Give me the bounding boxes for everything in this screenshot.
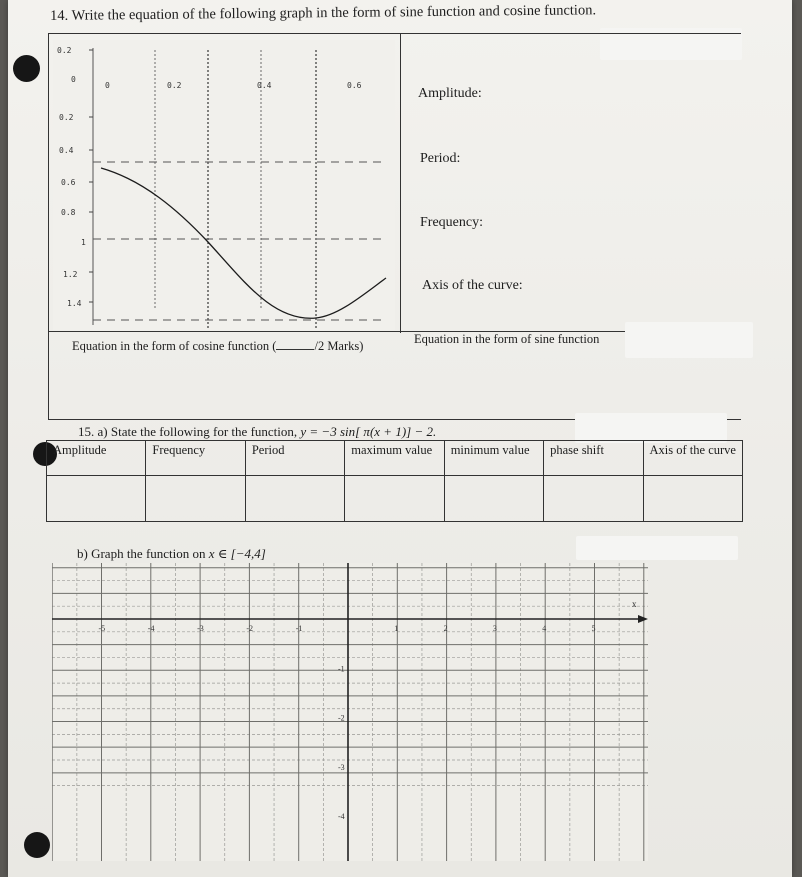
grid-x-tick-label: 4: [542, 624, 547, 633]
table-answer-cell[interactable]: [444, 476, 543, 522]
cosine-equation-label: [72, 339, 363, 354]
grid-x-tick-label: -3: [197, 624, 204, 633]
table-header-amplitude: Amplitude: [47, 441, 146, 476]
table-answer-cell[interactable]: [544, 476, 643, 522]
table-header-frequency: Frequency: [146, 441, 245, 476]
amplitude-label: Amplitude:: [418, 86, 482, 101]
marks-text: /2 Marks): [314, 339, 364, 353]
sine-equation-label: Equation in the form of sine function: [414, 332, 600, 346]
grid-x-tick-label: -5: [98, 624, 106, 633]
grid-x-tick-label: -2: [246, 624, 254, 633]
table-header-minimum: minimum value: [444, 441, 543, 476]
axis-of-curve-label: Axis of the curve:: [422, 278, 523, 293]
table-header-phase-shift: phase shift: [544, 441, 643, 476]
table-answer-cell[interactable]: [47, 476, 146, 522]
question-15b-text: b) Graph the function on: [77, 546, 206, 561]
question-15a-text: 15. a) State the following for the function,: [78, 424, 298, 439]
question-15b-domain: x ∈ [−4,4]: [208, 546, 266, 561]
question-14-prompt: 14. Write the equation of the following graph in the form of sine function and cosine function.: [50, 2, 597, 24]
table-answer-cell[interactable]: [345, 476, 444, 522]
graph-x-tick-3: 0.6: [347, 81, 362, 90]
graph-y-tick-8: 1.4: [67, 299, 82, 308]
graph-y-tick-5: 0.8: [61, 208, 76, 217]
binder-hole-top: [13, 55, 40, 82]
marks-blank: [276, 349, 314, 350]
grid-y-tick-label: -4: [338, 812, 345, 822]
binder-hole-bottom: [24, 832, 50, 858]
graph-y-tick-3: 0.4: [59, 146, 74, 155]
graph-x-tick-2: 0.4: [257, 81, 272, 90]
grid-x-tick-label: -4: [147, 624, 155, 633]
table-answer-cell[interactable]: [643, 476, 742, 522]
graph-y-tick-4: 0.6: [61, 178, 76, 187]
grid-x-tick-label: 5: [591, 624, 596, 633]
table-answer-cell[interactable]: [245, 476, 344, 522]
question-15a-function: y = −3 sin[ π(x + 1)] − 2.: [300, 424, 437, 439]
table-header-axis-of-curve: Axis of the curve: [643, 441, 742, 476]
table-answer-cell[interactable]: [146, 476, 245, 522]
graph-y-tick-7: 1.2: [63, 270, 78, 279]
graph-x-tick-0: 0: [105, 81, 110, 90]
frequency-label: Frequency:: [420, 215, 483, 230]
graph-x-tick-1: 0.2: [167, 81, 182, 90]
redaction-box: [625, 322, 753, 358]
question-15a-prompt: [78, 424, 436, 440]
redaction-box: [576, 536, 738, 560]
graph-paper-grid: [52, 563, 648, 861]
question-14-graph: [53, 40, 395, 330]
graph-y-tick-6: 1: [81, 238, 86, 247]
grid-x-tick-label: 1: [394, 624, 399, 633]
table-header-period: Period: [245, 441, 344, 476]
cosine-equation-text: Equation in the form of cosine function (: [72, 339, 277, 353]
question-14-divider: [400, 33, 401, 333]
question-15-table: [46, 440, 743, 522]
graph-y-tick-0: 0.2: [57, 46, 72, 55]
grid-y-tick-label: -2: [338, 713, 345, 723]
grid-y-tick-label: -1: [338, 664, 345, 674]
graph-y-tick-2: 0.2: [59, 113, 74, 122]
grid-x-tick-label: -1: [295, 624, 303, 633]
graph-y-tick-1: 0: [71, 75, 76, 84]
redaction-box: [575, 413, 727, 443]
table-header-maximum: maximum value: [345, 441, 444, 476]
grid-x-tick-label: 3: [492, 624, 497, 633]
grid-y-tick-label: -3: [338, 762, 345, 772]
question-15b-prompt: [77, 546, 266, 562]
period-label: Period:: [420, 151, 461, 166]
grid-x-tick-label: 2: [443, 624, 448, 633]
grid-x-axis-label: x: [632, 599, 637, 609]
